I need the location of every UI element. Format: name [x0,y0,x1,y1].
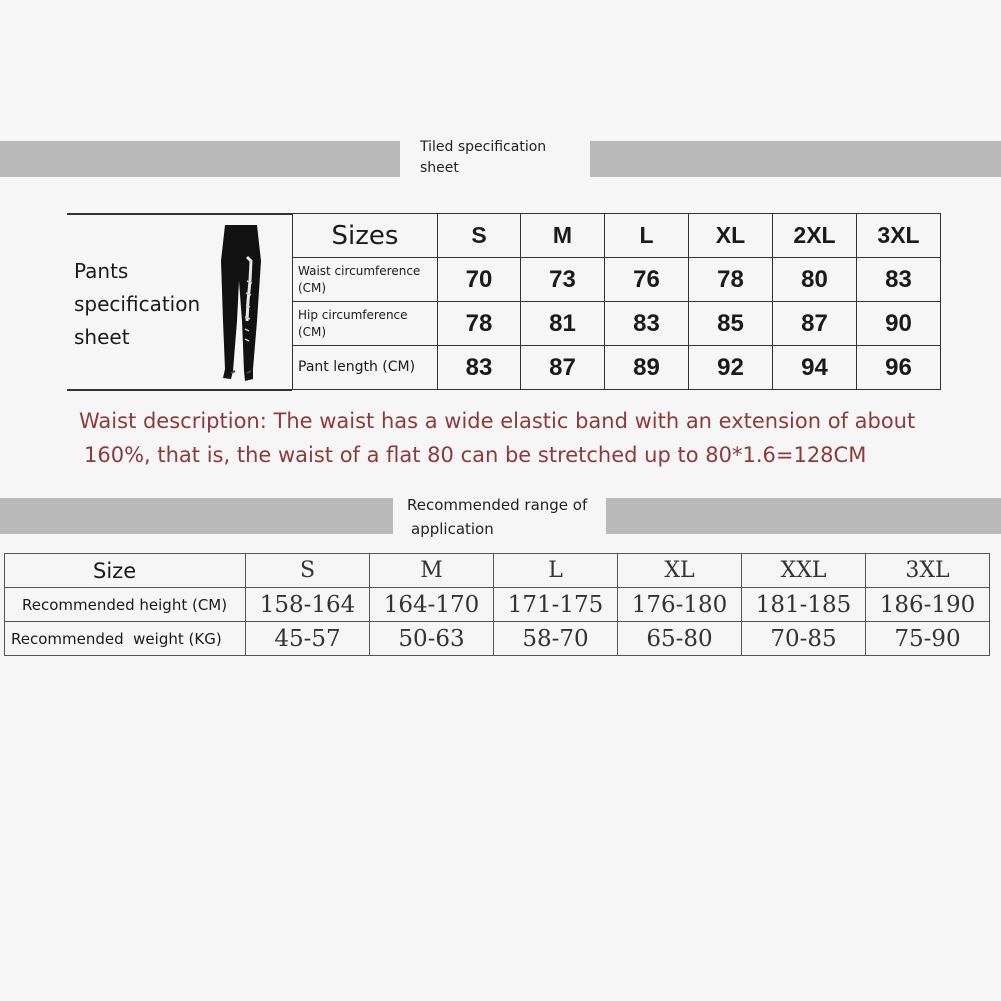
size-l: L [605,214,689,258]
black-leggings-icon [217,221,269,386]
hip-3xl: 90 [857,302,941,346]
range-title-line1: Recommended range of [407,496,588,514]
waist-xl: 78 [689,258,773,302]
sizes-header: Sizes [293,214,438,258]
range-size-m: M [370,554,494,588]
waist-note-line2: 160%, that is, the waist of a flat 80 can be stretched up to 80*1.6=128CM [84,443,867,467]
caption-line2: specification [74,292,201,316]
length-row [293,346,941,390]
waist-2xl: 80 [773,258,857,302]
hip-row [293,302,941,346]
weight-row [5,622,990,656]
waist-label [293,258,438,302]
weight-xxl: 70-85 [742,622,866,656]
height-s: 158-164 [246,588,370,622]
pants-spec-caption-cell [67,213,292,391]
range-size-s: S [246,554,370,588]
section-divider-right [590,141,1001,177]
height-3xl: 186-190 [866,588,990,622]
caption-line3: sheet [74,325,130,349]
range-size-3xl: 3XL [866,554,990,588]
height-m: 164-170 [370,588,494,622]
weight-l: 58-70 [494,622,618,656]
waist-s: 70 [438,258,521,302]
height-xxl: 181-185 [742,588,866,622]
weight-m: 50-63 [370,622,494,656]
weight-s: 45-57 [246,622,370,656]
range-divider-right [606,498,1001,534]
waist-label-unit: (CM) [298,280,327,295]
recommended-range-table [4,553,990,656]
pants-spec-table [292,213,941,390]
caption-line1: Pants [74,259,129,283]
range-size-header: Size [5,554,246,588]
waist-description-note [79,404,979,472]
waist-row [293,258,941,302]
range-divider-left [0,498,393,534]
hip-label [293,302,438,346]
range-header-row [5,554,990,588]
size-s: S [438,214,521,258]
hip-label-unit: (CM) [298,324,327,339]
weight-3xl: 75-90 [866,622,990,656]
length-3xl: 96 [857,346,941,390]
range-title-line2: application [411,520,494,538]
tiled-section-title [420,137,546,179]
height-l: 171-175 [494,588,618,622]
length-l: 89 [605,346,689,390]
waist-m: 73 [521,258,605,302]
hip-label-text: Hip circumference [298,307,408,322]
hip-l: 83 [605,302,689,346]
hip-xl: 85 [689,302,773,346]
length-xl: 92 [689,346,773,390]
range-size-xl: XL [618,554,742,588]
size-m: M [521,214,605,258]
length-2xl: 94 [773,346,857,390]
weight-xl: 65-80 [618,622,742,656]
pants-spec-caption [74,255,200,354]
size-2xl: 2XL [773,214,857,258]
waist-l: 76 [605,258,689,302]
range-size-xxl: XXL [742,554,866,588]
size-3xl: 3XL [857,214,941,258]
size-xl: XL [689,214,773,258]
waist-label-text: Waist circumference [298,263,421,278]
height-xl: 176-180 [618,588,742,622]
length-s: 83 [438,346,521,390]
tiled-title-line2: sheet [420,160,459,176]
hip-s: 78 [438,302,521,346]
hip-m: 81 [521,302,605,346]
length-label: Pant length (CM) [293,346,438,390]
height-label: Recommended height (CM) [5,588,246,622]
tiled-title-line1: Tiled specification [420,139,547,155]
range-section-title [407,493,587,541]
length-m: 87 [521,346,605,390]
weight-label: Recommended weight (KG) [5,622,246,656]
height-row [5,588,990,622]
spec-header-row [293,214,941,258]
range-size-l: L [494,554,618,588]
section-divider-left [0,141,400,177]
hip-2xl: 87 [773,302,857,346]
waist-note-line1: Waist description: The waist has a wide elastic band with an extension of about [79,409,916,433]
waist-3xl: 83 [857,258,941,302]
